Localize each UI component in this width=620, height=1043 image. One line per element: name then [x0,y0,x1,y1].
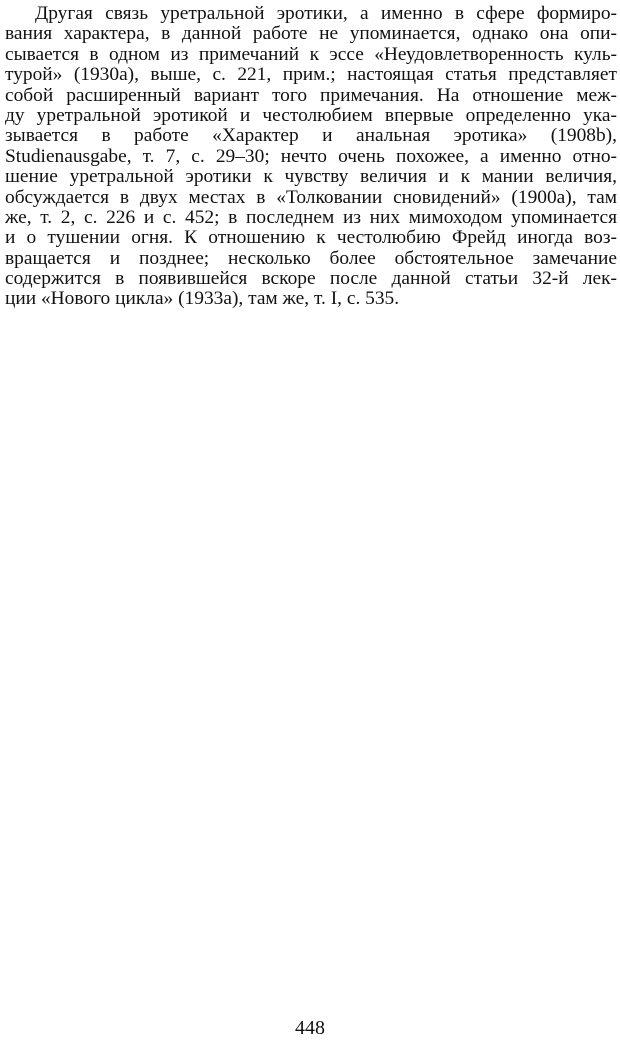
text-line: же, т. 2, с. 226 и с. 452; в последнем из них мимоходом упоминается [5,207,617,228]
text-line: ду уретральной эротикой и честолюбием впервые определенно ука- [5,105,617,126]
text-line: Studienausgabe, т. 7, с. 29–30; нечто очень похожее, а именно отно- [5,146,617,167]
text-line: вания характера, в данной работе не упоминается, однако она опи- [5,24,617,45]
footnote-paragraph [5,4,617,310]
text-line: Другая связь уретральной эротики, а именно в сфере формиро- [35,4,617,24]
text-line: обсуждается в двух местах в «Толковании сновидений» (1900а), там [5,187,617,208]
text-line: зывается в работе «Характер и анальная эротика» (1908b), [5,126,617,147]
text-line: ции «Нового цикла» (1933а), там же, т. I, с. 535. [5,289,400,310]
text-line: содержится в появившейся вскоре после данной статьи 32-й лек- [5,269,617,290]
page-number: 448 [295,1017,325,1039]
text-line: шение уретральной эротики к чувству величия и к мании величия, [5,167,617,188]
text-line: турой» (1930а), выше, с. 221, прим.; настоящая статья представляет [5,65,617,86]
text-line: сывается в одном из примечаний к эссе «Неудовлетворенность куль- [5,44,617,65]
text-line: собой расширенный вариант того примечания. На отношение меж- [5,85,617,106]
text-line: вращается и позднее; несколько более обстоятельное замечание [5,248,617,269]
text-line: и о тушении огня. К отношению к честолюбию Фрейд иногда воз- [5,228,617,249]
